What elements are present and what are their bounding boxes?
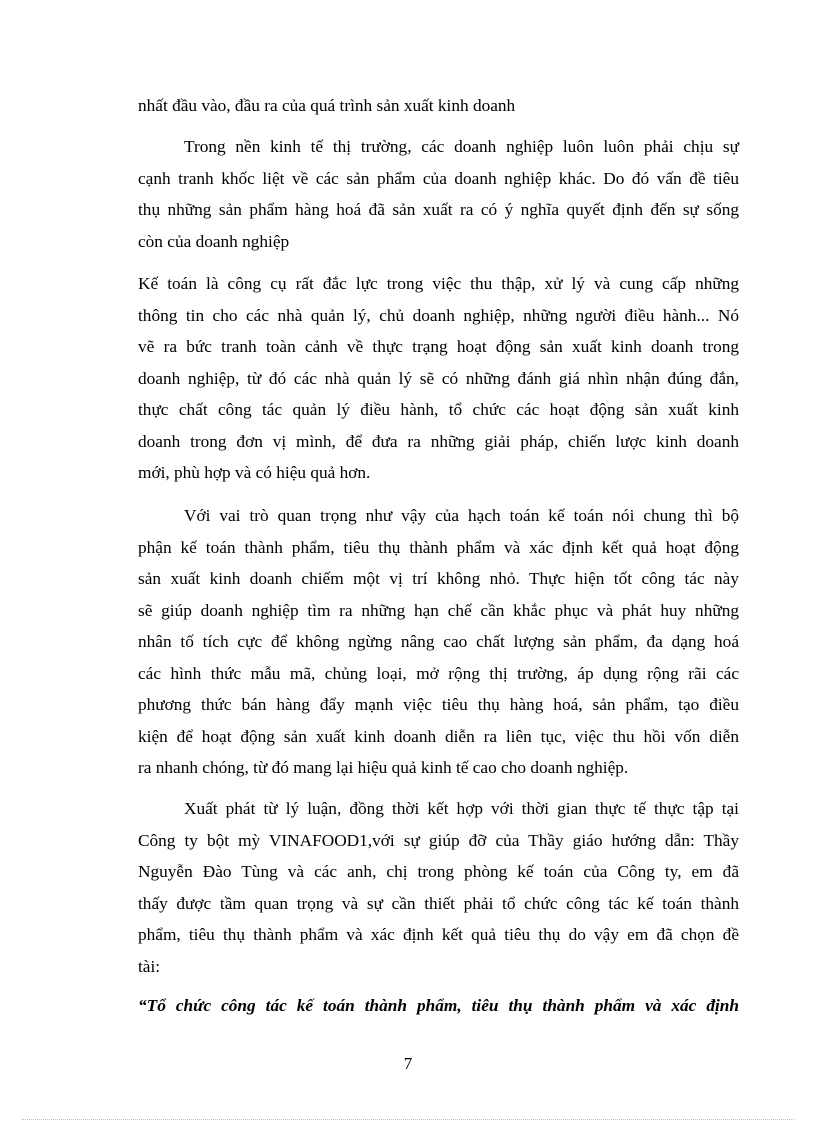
text-line: phẩm, tiêu thụ thành phẩm và xác định kết quả tiêu thụ do vậy em đã chọn đề bbox=[138, 925, 739, 944]
text-line: Xuất phát từ lý luận, đồng thời kết hợp với thời gian thực tế thực tập tại bbox=[184, 799, 739, 818]
paragraph-origin bbox=[138, 793, 739, 982]
text-line: ra nhanh chóng, từ đó mang lại hiệu quả kinh tế cao cho doanh nghiệp. bbox=[138, 758, 629, 777]
text-line: mới, phù hợp và có hiệu quả hơn. bbox=[138, 463, 371, 482]
text-line: các hình thức mẫu mã, chủng loại, mở rộng thị trường, áp dụng rộng rãi các bbox=[138, 663, 739, 683]
text-line: Công ty bột mỳ VINAFOOD1,với sự giúp đỡ của Thầy giáo hướng dẫn: Thầy bbox=[138, 830, 739, 850]
page-number: 7 bbox=[403, 1054, 413, 1073]
topic-title: “Tổ chức công tác kế toán thành phẩm, tiêu thụ thành phẩm và xác định bbox=[138, 996, 739, 1015]
text-line: thông tin cho các nhà quản lý, chủ doanh nghiệp, những người điều hành... Nó bbox=[138, 305, 739, 325]
paragraph-market-economy bbox=[138, 131, 739, 257]
text-line: doanh trong đơn vị mình, để đưa ra những giải pháp, chiến lược kinh doanh bbox=[138, 431, 739, 451]
text-line: sản xuất kinh doanh chiếm một vị trí không nhỏ. Thực hiện tốt công tác này bbox=[138, 569, 739, 588]
text-line: còn của doanh nghiệp bbox=[138, 231, 290, 251]
text-line: nhất đầu vào, đầu ra của quá trình sản xuất kinh doanh bbox=[138, 96, 516, 115]
paragraph-accounting-tool bbox=[138, 268, 739, 489]
text-line: phương thức bán hàng đẩy mạnh việc tiêu thụ hàng hoá, sản phẩm, tạo điều bbox=[138, 695, 739, 714]
page-bottom-divider bbox=[22, 1119, 794, 1120]
text-line: thấy được tầm quan trọng và sự cần thiết phải tổ chức công tác kế toán thành bbox=[138, 893, 739, 913]
text-line: thực chất công tác quản lý điều hành, tổ chức các hoạt động sản xuất kinh bbox=[138, 400, 739, 419]
text-line: kiện để hoạt động sản xuất kinh doanh diễn ra liên tục, việc thu hồi vốn diễn bbox=[138, 726, 739, 746]
text-line: nhân tố tích cực để không ngừng nâng cao chất lượng sản phẩm, đa dạng hoá bbox=[138, 632, 739, 651]
text-line: sẽ giúp doanh nghiệp tìm ra những hạn chế cần khắc phục và phát huy những bbox=[138, 600, 739, 620]
text-line: Nguyễn Đào Tùng và các anh, chị trong phòng kế toán của Công ty, em đã bbox=[138, 862, 739, 881]
text-line: thụ những sản phẩm hàng hoá đã sản xuất ra có ý nghĩa quyết định đến sự sống bbox=[138, 200, 739, 219]
text-line: Với vai trò quan trọng như vậy của hạch toán kế toán nói chung thì bộ bbox=[184, 506, 739, 525]
paragraph-continuation bbox=[138, 90, 739, 122]
text-line: Trong nền kinh tế thị trường, các doanh nghiệp luôn luôn phải chịu sự bbox=[184, 137, 739, 156]
paragraph-important-role bbox=[138, 500, 739, 784]
text-line: tài: bbox=[138, 956, 161, 976]
text-line: cạnh tranh khốc liệt về các sản phẩm của doanh nghiệp khác. Do đó vấn đề tiêu bbox=[138, 168, 739, 188]
text-line: vẽ ra bức tranh toàn cảnh về thực trạng hoạt động sản xuất kinh doanh trong bbox=[138, 337, 739, 356]
text-line: Kế toán là công cụ rất đắc lực trong việc thu thập, xử lý và cung cấp những bbox=[138, 274, 739, 293]
text-line: phận kế toán thành phẩm, tiêu thụ thành phẩm và xác định kết quả hoạt động bbox=[138, 537, 739, 557]
text-line: doanh nghiệp, từ đó các nhà quản lý sẽ có những đánh giá nhìn nhận đúng đắn, bbox=[138, 368, 739, 388]
